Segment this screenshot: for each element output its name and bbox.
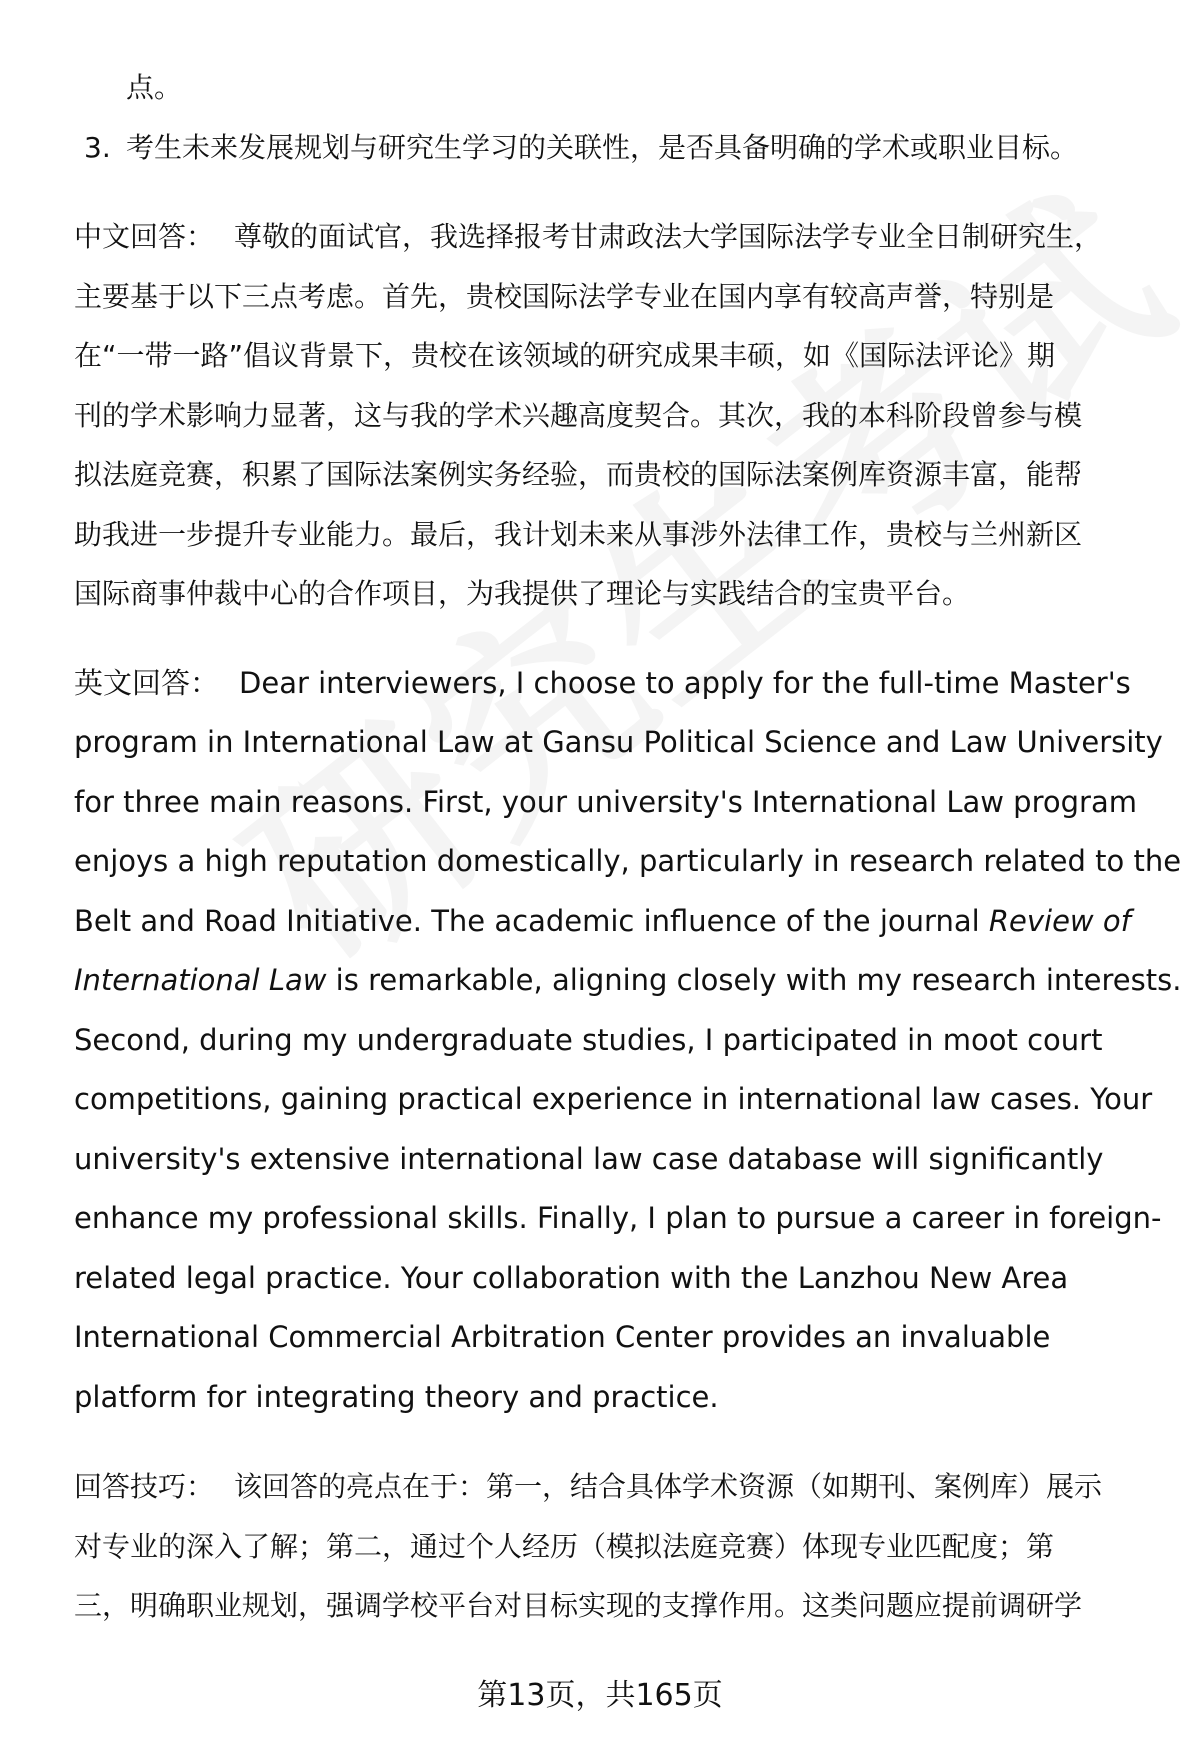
chinese-answer-text: 尊敬的面试官，我选择报考甘肃政法大学国际法学专业全日制研究生，: [234, 220, 1103, 253]
tips-line: [74, 1457, 1154, 1517]
chinese-answer-line: 助我进一步提升专业能力。最后，我计划未来从事涉外法律工作，贵校与兰州新区: [74, 517, 1083, 551]
list-item-number: 3.: [84, 130, 111, 164]
chinese-answer-line: [74, 207, 1154, 267]
english-answer-line: [74, 892, 1154, 952]
english-answer-text: Dear interviewers, I choose to apply for the full-time Master's: [239, 665, 1131, 700]
answer-tips: [74, 1457, 1154, 1636]
english-answer-text: Belt and Road Initiative. The academic influence of the journal: [74, 903, 989, 938]
page-number: 第13页，共165页: [477, 1678, 723, 1713]
english-answer-line: [74, 654, 1154, 714]
chinese-answer-line: 拟法庭竞赛，积累了国际法案例实务经验，而贵校的国际法案例库资源丰富，能帮: [74, 458, 1083, 491]
chinese-answer-label: 中文回答：: [74, 220, 215, 253]
page-content: [74, 58, 1182, 1636]
tips-text: 该回答的亮点在于：第一，结合具体学术资源（如期刊、案例库）展示: [234, 1470, 1103, 1503]
chinese-answer-line: 刊的学术影响力显著，这与我的学术兴趣高度契合。其次，我的本科阶段曾参与模: [74, 398, 1083, 432]
english-answer-line: enjoys a high reputation domestically, particularly in research related to the: [74, 844, 1182, 878]
english-answer-line: for three main reasons. First, your university's International Law program: [74, 784, 1137, 819]
english-answer: [74, 654, 1182, 1428]
english-answer-line: International Commercial Arbitration Center provides an invaluable: [74, 1320, 1051, 1354]
tips-line: 三，明确职业规划，强调学校平台对目标实现的支撑作用。这类问题应提前调研学: [74, 1589, 1083, 1622]
english-answer-line: related legal practice. Your collaboration with the Lanzhou New Area: [74, 1260, 1069, 1295]
chinese-answer-line: 主要基于以下三点考虑。首先，贵校国际法学专业在国内享有较高声誉，特别是: [74, 279, 1055, 313]
continuation-text: 点。: [126, 71, 183, 104]
journal-title: Review of: [988, 903, 1131, 938]
english-answer-label: 英文回答：: [74, 665, 220, 700]
chinese-answer-line: 在“一带一路”倡议背景下，贵校在该领域的研究成果丰硕，如《国际法评论》期: [74, 339, 1056, 372]
english-answer-line: competitions, gaining practical experience in international law cases. Your: [74, 1082, 1153, 1116]
english-answer-line: program in International Law at Gansu Political Science and Law University: [74, 725, 1163, 759]
chinese-answer: [74, 207, 1154, 624]
english-answer-line: Second, during my undergraduate studies, I participated in moot court: [74, 1022, 1103, 1057]
english-answer-line: university's extensive international law case database will significantly: [74, 1141, 1104, 1176]
english-answer-line: platform for integrating theory and practice.: [74, 1379, 719, 1414]
chinese-answer-line: 国际商事仲裁中心的合作项目，为我提供了理论与实践结合的宝贵平台。: [74, 577, 971, 610]
english-answer-line: [74, 951, 1182, 1011]
tips-line: 对专业的深入了解；第二，通过个人经历（模拟法庭竞赛）体现专业匹配度；第: [74, 1529, 1055, 1563]
journal-title: International Law: [74, 963, 327, 997]
english-answer-line: enhance my professional skills. Finally, I plan to pursue a career in foreign-: [74, 1201, 1162, 1235]
list-item: [74, 118, 1154, 178]
english-answer-text: is remarkable, aligning closely with my research interests.: [326, 963, 1182, 997]
list-item-text: 考生未来发展规划与研究生学习的关联性，是否具备明确的学术或职业目标。: [126, 130, 1079, 164]
tips-label: 回答技巧：: [74, 1470, 215, 1503]
